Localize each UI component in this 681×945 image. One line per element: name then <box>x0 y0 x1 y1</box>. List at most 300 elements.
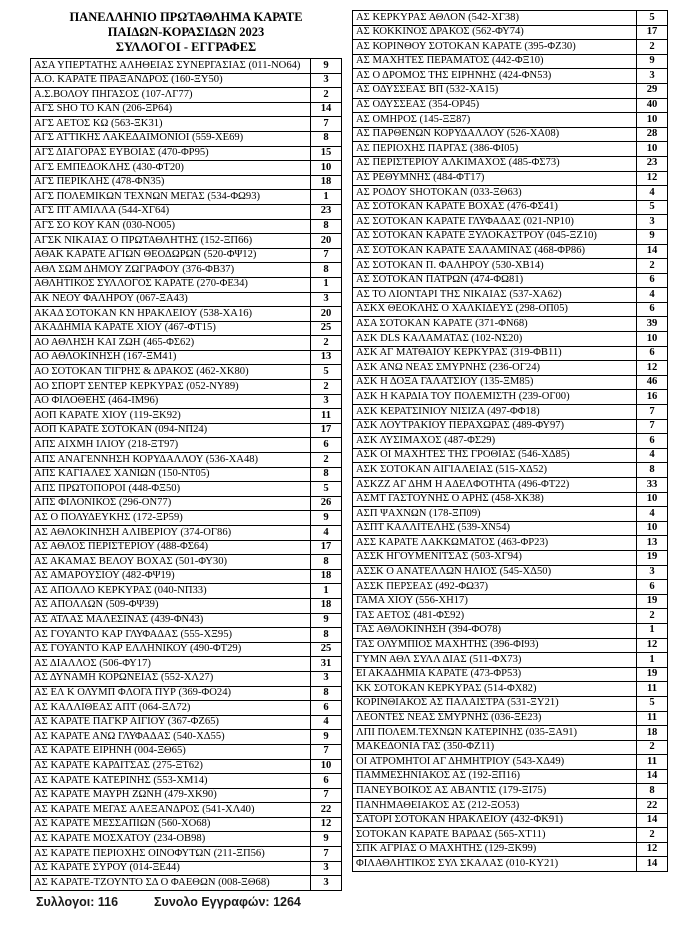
club-entries-count: 9 <box>311 730 342 745</box>
table-row <box>353 200 668 215</box>
club-entries-count: 1 <box>311 190 342 205</box>
club-name: ΑΣ ΔΙΑΛΛΟΣ (506-ΦΥ17) <box>31 657 311 672</box>
table-row <box>353 361 668 376</box>
club-name: ΑΣ ΠΕΡΙΣΤΕΡΙΟΥ ΑΛΚΙΜΑΧΟΣ (485-ΦΣ73) <box>353 156 637 171</box>
club-entries-count: 9 <box>311 59 342 74</box>
table-row <box>353 25 668 40</box>
table-row <box>31 336 342 351</box>
club-entries-count: 10 <box>637 113 668 128</box>
table-row <box>353 478 668 493</box>
title-line-3: ΣΥΛΛΟΓΟΙ - ΕΓΓΡΑΦΕΣ <box>115 40 257 54</box>
club-entries-count: 33 <box>637 478 668 493</box>
table-row <box>353 405 668 420</box>
club-entries-count: 9 <box>637 54 668 69</box>
table-row <box>353 696 668 711</box>
club-name: ΛΕΟΝΤΕΣ ΝΕΑΣ ΣΜΥΡΝΗΣ (036-ΞΕ23) <box>353 711 637 726</box>
club-name: ΟΙ ΑΤΡΟΜΗΤΟΙ ΑΓ ΔΗΜΗΤΡΙΟΥ (543-ΧΔ49) <box>353 755 637 770</box>
club-entries-count: 14 <box>637 857 668 872</box>
club-name: ΑΣ ΑΠΟΛΛΩΝ (509-ΦΨ39) <box>31 598 311 613</box>
club-name: ΜΑΚΕΔΟΝΙΑ ΓΑΣ (350-ΦΖ11) <box>353 740 637 755</box>
club-entries-count: 1 <box>311 277 342 292</box>
club-name: ΓΑΜΑ ΧΙΟΥ (556-ΧΗ17) <box>353 594 637 609</box>
club-name: ΕΙ ΑΚΑΔΗΜΙΑ ΚΑΡΑΤΕ (473-ΦΡ53) <box>353 667 637 682</box>
table-row <box>31 759 342 774</box>
table-row <box>31 204 342 219</box>
table-row <box>31 88 342 103</box>
table-row <box>31 686 342 701</box>
table-row <box>353 828 668 843</box>
club-entries-count: 3 <box>311 671 342 686</box>
club-entries-count: 6 <box>637 346 668 361</box>
table-row <box>353 127 668 142</box>
table-row <box>353 156 668 171</box>
club-name: ΑΣ ΑΘΛΟΚΙΝΗΣΗ ΑΛΙΒΕΡΙΟΥ (374-ΟΓ86) <box>31 526 311 541</box>
table-row <box>31 102 342 117</box>
table-row <box>31 59 342 74</box>
table-row <box>31 117 342 132</box>
club-entries-count: 14 <box>637 244 668 259</box>
club-name: ΑΣ ΓΟΥΑΝΤΟ ΚΑΡ ΓΛΥΦΑΔΑΣ (555-ΧΞ95) <box>31 628 311 643</box>
right-column <box>352 10 668 872</box>
club-name: ΑΣΚ ΛΥΣΙΜΑΧΟΣ (487-ΦΣ29) <box>353 434 637 449</box>
club-entries-count: 12 <box>637 638 668 653</box>
club-entries-count: 7 <box>637 419 668 434</box>
table-row <box>353 682 668 697</box>
table-row <box>353 142 668 157</box>
club-name: ΑΠΣ ΦΙΛΟΝΙΚΟΣ (296-ΟΝ77) <box>31 496 311 511</box>
club-entries-count: 2 <box>311 336 342 351</box>
club-entries-count: 39 <box>637 317 668 332</box>
club-name: ΑΣΣΚ Ο ΑΝΑΤΕΛΛΩΝ ΗΛΙΟΣ (545-ΧΔ50) <box>353 565 637 580</box>
entries-total <box>154 895 301 909</box>
table-row <box>353 492 668 507</box>
club-entries-count: 3 <box>311 876 342 891</box>
club-name: ΑΓΣ ΠΤ ΑΜΙΛΛΑ (544-ΧΓ64) <box>31 204 311 219</box>
summary-footer <box>30 895 342 909</box>
table-row <box>353 332 668 347</box>
club-entries-count: 12 <box>311 817 342 832</box>
club-name: ΣΠΚ ΑΓΡΙΑΣ Ο ΜΑΧΗΤΗΣ (129-ΞΚ99) <box>353 842 637 857</box>
club-name: ΑΣ ΣΟΤΟΚΑΝ ΚΑΡΑΤΕ ΓΛΥΦΑΔΑΣ (021-ΝΡ10) <box>353 215 637 230</box>
club-entries-count: 8 <box>311 467 342 482</box>
entries-total-value: 1264 <box>273 894 301 909</box>
club-entries-count: 12 <box>637 361 668 376</box>
club-entries-count: 4 <box>311 715 342 730</box>
club-name: ΑΣ ΜΑΧΗΤΕΣ ΠΕΡΑΜΑΤΟΣ (442-ΦΞ10) <box>353 54 637 69</box>
club-entries-count: 10 <box>311 759 342 774</box>
club-entries-count: 8 <box>637 463 668 478</box>
club-name: ΑΣ Ο ΠΟΛΥΔΕΥΚΗΣ (172-ΞΡ59) <box>31 511 311 526</box>
club-entries-count: 7 <box>311 744 342 759</box>
table-row <box>353 580 668 595</box>
club-name: ΑΣΚΧ ΘΕΟΚΛΗΣ Ο ΧΑΛΚΙΔΕΥΣ (298-ΟΠ05) <box>353 302 637 317</box>
club-entries-count: 7 <box>637 405 668 420</box>
club-name: ΑΘΛ ΣΩΜ ΔΗΜΟΥ ΖΩΓΡΑΦΟΥ (376-ΦΒ37) <box>31 263 311 278</box>
club-entries-count: 14 <box>637 769 668 784</box>
table-row <box>31 73 342 88</box>
club-entries-count: 6 <box>637 273 668 288</box>
club-name: ΑΟ ΦΙΛΟΘΕΗΣ (464-ΙΜ96) <box>31 394 311 409</box>
table-row <box>31 876 342 891</box>
table-row <box>353 113 668 128</box>
table-row <box>31 453 342 468</box>
club-entries-count: 4 <box>637 448 668 463</box>
table-row <box>353 11 668 26</box>
club-name: ΑΣ ΣΟΤΟΚΑΝ ΚΑΡΑΤΕ ΒΟΧΑΣ (476-ΦΣ41) <box>353 200 637 215</box>
club-name: ΓΑΣ ΟΛΥΜΠΙΟΣ ΜΑΧΗΤΗΣ (396-ΦΙ93) <box>353 638 637 653</box>
table-row <box>353 375 668 390</box>
club-entries-count: 3 <box>637 215 668 230</box>
club-name: ΑΓΣΚ ΝΙΚΑΙΑΣ Ο ΠΡΩΤΑΘΛΗΤΗΣ (152-ΞΠ66) <box>31 234 311 249</box>
club-entries-count: 2 <box>637 609 668 624</box>
table-row <box>31 234 342 249</box>
club-name: ΑΓΣ SHO TO KAN (206-ΞΡ64) <box>31 102 311 117</box>
table-row <box>353 302 668 317</box>
club-name: ΑΣ ΚΟΚΚΙΝΟΣ ΔΡΑΚΟΣ (562-ΦΥ74) <box>353 25 637 40</box>
club-entries-count: 3 <box>637 69 668 84</box>
club-name: ΑΣΠ ΨΑΧΝΩΝ (178-ΞΠ09) <box>353 507 637 522</box>
club-entries-count: 2 <box>637 259 668 274</box>
club-entries-count: 26 <box>311 496 342 511</box>
club-name: ΑΣ ΣΟΤΟΚΑΝ ΠΑΤΡΩΝ (474-ΦΩ81) <box>353 273 637 288</box>
table-row <box>353 726 668 741</box>
club-entries-count: 3 <box>311 394 342 409</box>
club-entries-count: 20 <box>311 234 342 249</box>
club-name: ΑΠΣ ΚΑΓΙΑΛΕΣ ΧΑΝΙΩΝ (150-ΝΤ05) <box>31 467 311 482</box>
club-name: ΠΑΜΜΕΣΗΝΙΑΚΟΣ ΑΣ (192-ΞΠ16) <box>353 769 637 784</box>
club-name: ΑΣ ΚΑΡΑΤΕ ΚΑΤΕΡΙΝΗΣ (553-ΧΜ14) <box>31 774 311 789</box>
table-row <box>31 540 342 555</box>
table-row <box>31 511 342 526</box>
club-name: ΑΣ ΚΑΡΑΤΕ ΕΙΡΗΝΗ (004-ΞΘ65) <box>31 744 311 759</box>
club-name: ΑΣΚ ΟΙ ΜΑΧΗΤΕΣ ΤΗΣ ΓΡΟΘΙΑΣ (546-ΧΔ85) <box>353 448 637 463</box>
clubs-total <box>36 895 118 909</box>
table-row <box>353 259 668 274</box>
table-row <box>353 186 668 201</box>
club-entries-count: 12 <box>637 171 668 186</box>
club-name: ΑΠΣ ΠΡΩΤΟΠΟΡΟΙ (448-ΦΞ50) <box>31 482 311 497</box>
table-row <box>31 861 342 876</box>
club-entries-count: 8 <box>311 686 342 701</box>
club-name: ΑΣ ΑΚΑΜΑΣ ΒΕΛΟΥ ΒΟΧΑΣ (501-ΦΥ30) <box>31 555 311 570</box>
club-entries-count: 5 <box>637 11 668 26</box>
club-entries-count: 3 <box>311 861 342 876</box>
table-row <box>353 536 668 551</box>
table-row <box>353 740 668 755</box>
club-name: ΑΣ ΚΑΡΑΤΕ-ΤΖΟΥΝΤΟ ΣΔ Ο ΦΑΕΘΩΝ (008-ΞΘ68) <box>31 876 311 891</box>
club-name: ΑΓΣ ΔΙΑΓΟΡΑΣ ΕΥΒΟΙΑΣ (470-ΦΡ95) <box>31 146 311 161</box>
club-entries-count: 1 <box>637 623 668 638</box>
table-row <box>353 784 668 799</box>
table-row <box>353 653 668 668</box>
club-entries-count: 5 <box>311 365 342 380</box>
table-row <box>31 409 342 424</box>
table-row <box>31 248 342 263</box>
table-row <box>31 628 342 643</box>
club-entries-count: 22 <box>637 799 668 814</box>
club-entries-count: 18 <box>311 175 342 190</box>
clubs-table-left <box>30 58 342 891</box>
club-name: ΑΣΜΤ ΓΑΣΤΟΥΝΗΣ Ο ΑΡΗΣ (458-ΧΚ38) <box>353 492 637 507</box>
club-entries-count: 7 <box>311 248 342 263</box>
table-row <box>31 219 342 234</box>
club-name: ΠΑΝΗΜΑΘΕΙΑΚΟΣ ΑΣ (212-ΞΟ53) <box>353 799 637 814</box>
table-row <box>31 584 342 599</box>
club-entries-count: 10 <box>637 492 668 507</box>
club-entries-count: 8 <box>311 628 342 643</box>
club-name: ΑΣ ΚΑΡΑΤΕ ΠΑΓΚΡ ΑΙΓΙΟΥ (367-ΦΖ65) <box>31 715 311 730</box>
club-entries-count: 2 <box>637 828 668 843</box>
club-entries-count: 8 <box>637 784 668 799</box>
club-entries-count: 3 <box>311 73 342 88</box>
club-entries-count: 18 <box>637 726 668 741</box>
table-row <box>353 813 668 828</box>
table-row <box>31 496 342 511</box>
table-row <box>31 190 342 205</box>
table-row <box>353 755 668 770</box>
club-entries-count: 1 <box>637 653 668 668</box>
table-row <box>31 161 342 176</box>
table-row <box>31 817 342 832</box>
club-entries-count: 1 <box>311 584 342 599</box>
club-entries-count: 23 <box>637 156 668 171</box>
table-row <box>31 730 342 745</box>
table-row <box>353 273 668 288</box>
club-name: ΛΠΙ ΠΟΛΕΜ.ΤΕΧΝΩΝ ΚΑΤΕΡΙΝΗΣ (035-ΞΑ91) <box>353 726 637 741</box>
club-entries-count: 17 <box>311 540 342 555</box>
club-name: ΑΣ ΔΥΝΑΜΗ ΚΟΡΩΝΕΙΑΣ (552-ΧΛ27) <box>31 671 311 686</box>
club-name: ΚΟΡΙΝΘΙΑΚΟΣ ΑΣ ΠΑΛΑΙΣΤΡΑ (531-ΞΥ21) <box>353 696 637 711</box>
club-name: ΑΣΣΚ ΠΕΡΣΕΑΣ (492-ΦΩ37) <box>353 580 637 595</box>
clubs-total-label: Συλλογοι: <box>36 894 95 909</box>
title-line-2: ΠΑΙΔΩΝ-ΚΟΡΑΣΙΔΩΝ 2023 <box>107 25 265 39</box>
club-entries-count: 2 <box>637 40 668 55</box>
club-entries-count: 4 <box>637 507 668 522</box>
entries-total-label: Συνολο Εγγραφών: <box>154 894 270 909</box>
club-entries-count: 6 <box>311 438 342 453</box>
club-entries-count: 2 <box>637 740 668 755</box>
club-entries-count: 19 <box>637 550 668 565</box>
club-entries-count: 2 <box>311 380 342 395</box>
table-row <box>31 263 342 278</box>
club-entries-count: 29 <box>637 83 668 98</box>
table-row <box>353 288 668 303</box>
club-name: ΑΟΠ ΚΑΡΑΤΕ ΧΙΟΥ (119-ΞΚ92) <box>31 409 311 424</box>
left-column <box>30 10 342 909</box>
club-entries-count: 2 <box>311 88 342 103</box>
club-entries-count: 46 <box>637 375 668 390</box>
club-name: ΑΘΑΚ ΚΑΡΑΤΕ ΑΓΙΩΝ ΘΕΟΔΩΡΩΝ (520-ΦΨ12) <box>31 248 311 263</box>
table-row <box>353 229 668 244</box>
table-row <box>353 317 668 332</box>
club-entries-count: 5 <box>637 696 668 711</box>
club-entries-count: 9 <box>311 511 342 526</box>
table-row <box>31 744 342 759</box>
club-name: ΑΣ ΑΜΑΡΟΥΣΙΟΥ (482-ΦΨ19) <box>31 569 311 584</box>
club-name: ΑΣΠΤ ΚΑΛΛΙΤΕΛΗΣ (539-ΧΝ54) <box>353 521 637 536</box>
table-row <box>31 847 342 862</box>
club-entries-count: 18 <box>311 569 342 584</box>
club-name: ΑΣ ΚΕΡΚΥΡΑΣ ΑΘΛΟΝ (542-ΧΓ38) <box>353 11 637 26</box>
table-row <box>353 448 668 463</box>
club-name: ΑΣ ΚΑΡΑΤΕ ΜΑΥΡΗ ΖΩΝΗ (479-ΧΚ90) <box>31 788 311 803</box>
club-name: ΑΣ Ο ΔΡΟΜΟΣ ΤΗΣ ΕΙΡΗΝΗΣ (424-ΦΝ53) <box>353 69 637 84</box>
club-name: ΣΑΤΟΡΙ ΣΟΤΟΚΑΝ ΗΡΑΚΛΕΙΟΥ (432-ΦΚ91) <box>353 813 637 828</box>
table-row <box>31 657 342 672</box>
table-row <box>353 623 668 638</box>
table-row <box>31 832 342 847</box>
table-row <box>353 244 668 259</box>
club-name: ΑΚΑΔ ΣΟΤΟΚΑΝ ΚΝ ΗΡΑΚΛΕΙΟΥ (538-ΧΑ16) <box>31 307 311 322</box>
club-entries-count: 12 <box>637 842 668 857</box>
club-name: ΑΣ ΚΑΛΛΙΘΕΑΣ ΑΠΤ (064-ΞΛ72) <box>31 701 311 716</box>
table-row <box>31 292 342 307</box>
club-entries-count: 3 <box>311 292 342 307</box>
club-name: ΑΟ ΑΘΛΗΣΗ ΚΑΙ ΖΩΗ (465-ΦΣ62) <box>31 336 311 351</box>
table-row <box>31 365 342 380</box>
table-row <box>31 671 342 686</box>
club-entries-count: 7 <box>311 788 342 803</box>
table-row <box>31 526 342 541</box>
club-entries-count: 10 <box>637 332 668 347</box>
table-row <box>31 701 342 716</box>
club-name: ΑΣ ΑΘΛΟΣ ΠΕΡΙΣΤΕΡΙΟΥ (488-ΦΣ64) <box>31 540 311 555</box>
club-name: ΑΓΣ ΠΕΡΙΚΛΗΣ (478-ΦΝ35) <box>31 175 311 190</box>
club-name: ΑΓΣ ΕΜΠΕΔΟΚΛΗΣ (430-ΦΤ20) <box>31 161 311 176</box>
club-entries-count: 13 <box>637 536 668 551</box>
table-row <box>353 40 668 55</box>
club-name: ΑΣ ΤΟ ΛΙΟΝΤΑΡΙ ΤΗΣ ΝΙΚΑΙΑΣ (537-ΧΑ62) <box>353 288 637 303</box>
club-entries-count: 17 <box>637 25 668 40</box>
club-entries-count: 14 <box>311 102 342 117</box>
table-row <box>31 774 342 789</box>
club-name: ΑΓΣ ΠΟΛΕΜΙΚΩΝ ΤΕΧΝΩΝ ΜΕΓΑΣ (534-ΦΩ93) <box>31 190 311 205</box>
club-name: ΓΑΣ ΑΘΛΟΚΙΝΗΣΗ (394-ΦΟ78) <box>353 623 637 638</box>
table-row <box>353 434 668 449</box>
table-row <box>353 419 668 434</box>
table-row <box>353 69 668 84</box>
page-title <box>30 10 342 55</box>
club-name: ΑΟΠ ΚΑΡΑΤΕ ΣΟΤΟΚΑΝ (094-ΝΠ24) <box>31 423 311 438</box>
clubs-table-right <box>352 10 668 872</box>
club-name: ΦΙΛΑΘΛΗΤΙΚΟΣ ΣΥΛ ΣΚΑΛΑΣ (010-ΚΥ21) <box>353 857 637 872</box>
table-row <box>31 423 342 438</box>
club-entries-count: 4 <box>637 288 668 303</box>
club-name: ΑΣ ΚΑΡΑΤΕ ΜΕΓΑΣ ΑΛΕΞΑΝΔΡΟΣ (541-ΧΛ40) <box>31 803 311 818</box>
club-entries-count: 5 <box>311 482 342 497</box>
club-name: ΑΣ ΕΛ Κ ΟΛΥΜΠ ΦΛΟΓΑ ΠΥΡ (369-ΦΟ24) <box>31 686 311 701</box>
table-row <box>353 171 668 186</box>
club-entries-count: 8 <box>311 131 342 146</box>
club-entries-count: 10 <box>637 521 668 536</box>
club-entries-count: 9 <box>311 832 342 847</box>
table-row <box>353 857 668 872</box>
club-name: ΑΣ ΣΟΤΟΚΑΝ Π. ΦΑΛΗΡΟΥ (530-ΧΒ14) <box>353 259 637 274</box>
club-name: ΑΣΚ DLS ΚΑΛΑΜΑΤΑΣ (102-ΝΣ20) <box>353 332 637 347</box>
club-entries-count: 2 <box>311 453 342 468</box>
club-name: ΑΣΚ Η ΚΑΡΔΙΑ ΤΟΥ ΠΟΛΕΜΙΣΤΗ (239-ΟΓ00) <box>353 390 637 405</box>
club-entries-count: 11 <box>637 682 668 697</box>
table-row <box>31 613 342 628</box>
club-entries-count: 7 <box>311 117 342 132</box>
club-entries-count: 25 <box>311 642 342 657</box>
table-row <box>353 609 668 624</box>
table-row <box>353 507 668 522</box>
club-entries-count: 15 <box>311 146 342 161</box>
table-row <box>31 394 342 409</box>
club-name: ΑΟ ΑΘΛΟΚΙΝΗΣΗ (167-ΞΜ41) <box>31 350 311 365</box>
club-name: ΑΣ ΠΕΡΙΟΧΗΣ ΠΑΡΓΑΣ (386-ΦΙ05) <box>353 142 637 157</box>
club-name: ΑΣΚ ΑΝΩ ΝΕΑΣ ΣΜΥΡΝΗΣ (236-ΟΓ24) <box>353 361 637 376</box>
club-entries-count: 28 <box>637 127 668 142</box>
table-row <box>31 146 342 161</box>
club-name: ΑΣΚ ΣΟΤΟΚΑΝ ΑΙΓΙΑΛΕΙΑΣ (515-ΧΔ52) <box>353 463 637 478</box>
table-row <box>353 346 668 361</box>
club-name: ΑΣΣΚ ΗΓΟΥΜΕΝΙΤΣΑΣ (503-ΧΓ94) <box>353 550 637 565</box>
table-row <box>353 842 668 857</box>
club-name: ΑΣΑ ΣΟΤΟΚΑΝ ΚΑΡΑΤΕ (371-ΦΝ68) <box>353 317 637 332</box>
club-entries-count: 10 <box>311 161 342 176</box>
club-name: ΑΣ ΠΑΡΘΕΝΩΝ ΚΟΡΥΔΑΛΛΟΥ (526-ΧΑ08) <box>353 127 637 142</box>
table-row <box>353 463 668 478</box>
table-row <box>31 438 342 453</box>
club-entries-count: 6 <box>637 302 668 317</box>
club-name: ΑΣ ΟΔΥΣΣΕΑΣ ΒΠ (532-ΧΑ15) <box>353 83 637 98</box>
club-entries-count: 23 <box>311 204 342 219</box>
club-name: ΑΣ ΓΟΥΑΝΤΟ ΚΑΡ ΕΛΛΗΝΙΚΟΥ (490-ΦΤ29) <box>31 642 311 657</box>
club-name: ΑΚΑΔΗΜΙΑ ΚΑΡΑΤΕ ΧΙΟΥ (467-ΦΤ15) <box>31 321 311 336</box>
title-line-1: ΠΑΝΕΛΛΗΝΙΟ ΠΡΩΤΑΘΛΗΜΑ ΚΑΡΑΤΕ <box>69 10 303 24</box>
table-row <box>31 175 342 190</box>
club-name: ΚΚ ΣΟΤΟΚΑΝ ΚΕΡΚΥΡΑΣ (514-ΦΧ82) <box>353 682 637 697</box>
club-name: ΑΣΚ Η ΔΟΞΑ ΓΑΛΑΤΣΙΟΥ (135-ΞΜ85) <box>353 375 637 390</box>
table-row <box>31 467 342 482</box>
table-row <box>31 277 342 292</box>
table-row <box>353 638 668 653</box>
club-name: ΠΑΝΕΥΒΟΙΚΟΣ ΑΣ ΑΒΑΝΤΙΣ (179-ΞΙ75) <box>353 784 637 799</box>
table-row <box>31 642 342 657</box>
club-name: ΑΣ ΡΟΔΟΥ SHOTOKAN (033-ΞΘ63) <box>353 186 637 201</box>
club-entries-count: 11 <box>311 409 342 424</box>
table-row <box>353 565 668 580</box>
club-name: ΑΣ ΚΑΡΑΤΕ ΑΝΩ ΓΛΥΦΑΔΑΣ (540-ΧΔ55) <box>31 730 311 745</box>
club-entries-count: 10 <box>637 142 668 157</box>
club-entries-count: 22 <box>311 803 342 818</box>
table-row <box>31 555 342 570</box>
club-name: ΑΘΛΗΤΙΚΟΣ ΣΥΛΛΟΓΟΣ ΚΑΡΑΤΕ (270-ΦΕ34) <box>31 277 311 292</box>
club-entries-count: 19 <box>637 667 668 682</box>
club-name: ΑΣ ΑΤΛΑΣ ΜΑΛΕΣΙΝΑΣ (439-ΦΝ43) <box>31 613 311 628</box>
club-entries-count: 20 <box>311 307 342 322</box>
club-entries-count: 8 <box>311 219 342 234</box>
club-entries-count: 40 <box>637 98 668 113</box>
club-name: ΑΣ ΚΑΡΑΤΕ ΚΑΡΔΙΤΣΑΣ (275-ΞΤ62) <box>31 759 311 774</box>
club-name: ΑΣ ΡΕΘΥΜΝΗΣ (484-ΦΤ17) <box>353 171 637 186</box>
table-row <box>31 307 342 322</box>
club-entries-count: 25 <box>311 321 342 336</box>
table-row <box>353 521 668 536</box>
club-entries-count: 6 <box>311 701 342 716</box>
table-row <box>353 550 668 565</box>
table-row <box>31 350 342 365</box>
club-name: ΑΣ ΚΑΡΑΤΕ ΜΟΣΧΑΤΟΥ (234-ΟΒ98) <box>31 832 311 847</box>
club-name: ΑΣΚ ΑΓ ΜΑΤΘΑΙΟΥ ΚΕΡΚΥΡΑΣ (319-ΦΒ11) <box>353 346 637 361</box>
club-name: ΑΠΣ ΑΙΧΜΗ ΙΛΙΟΥ (218-ΞΤ97) <box>31 438 311 453</box>
club-name: ΑΣ ΚΑΡΑΤΕ ΠΕΡΙΟΧΗΣ ΟΙΝΟΦΥΤΩΝ (211-ΞΠ56) <box>31 847 311 862</box>
club-entries-count: 18 <box>311 598 342 613</box>
club-name: ΑΣΣ ΚΑΡΑΤΕ ΛΑΚΚΩΜΑΤΟΣ (463-ΦΡ23) <box>353 536 637 551</box>
table-row <box>31 482 342 497</box>
